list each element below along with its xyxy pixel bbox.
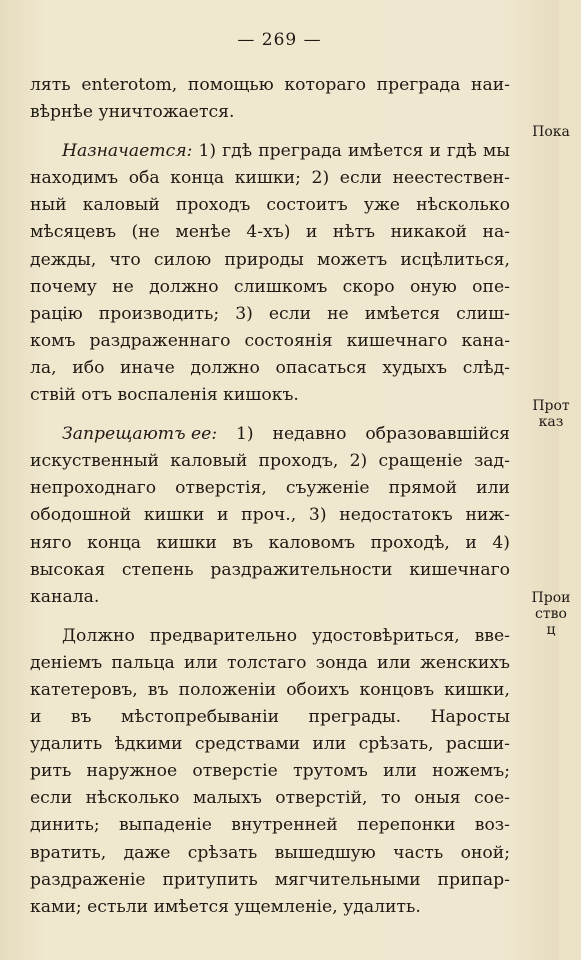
text-line: высокая степень раздражительности кишечнаго xyxy=(30,559,510,580)
text-line: Должно предварительно удостовѣриться, вве- xyxy=(62,625,510,646)
paragraph-lead: Назначается: xyxy=(62,141,193,162)
text-line: катетеровъ, въ положеніи обоихъ концовъ кишки, xyxy=(30,679,510,700)
text-line: раздраженіе притупить мягчительными припар- xyxy=(30,869,510,890)
text-line: удалить ѣдкими средствами или срѣзать, расши- xyxy=(30,734,510,755)
body-text xyxy=(30,72,510,921)
text-line: находимъ оба конца кишки; 2) если неестествен- xyxy=(30,168,510,189)
page-number: — 269 — xyxy=(237,30,322,50)
margin-note-1: Пока xyxy=(532,124,570,140)
text-line: динить; выпаденіе внутренней перепонки воз- xyxy=(30,815,510,836)
text-line: почему не должно слишкомъ скоро оную опе- xyxy=(30,276,510,297)
paragraph-lead: Запрещаютъ ее: xyxy=(62,424,218,445)
text-line: Назначается: 1) гдѣ преграда имѣется и гдѣ мы xyxy=(30,138,510,165)
margin-note-2: Прот каз xyxy=(532,398,570,430)
text-line: непроходнаго отверстія, съуженіе прямой или xyxy=(30,478,510,499)
text-line: мѣсяцевъ (не менѣе 4-хъ) и нѣтъ никакой на- xyxy=(30,222,510,243)
margin-note-3: Прои ство ц xyxy=(531,590,571,638)
text-line: ствій отъ воспаленія кишокъ. xyxy=(30,385,299,406)
text-line: если нѣсколько малыхъ отверстій, то оныя сое- xyxy=(30,788,510,809)
text-line: вратить, даже срѣзать вышедшую часть оной; xyxy=(30,842,510,863)
text-line: рить наружное отверстіе трутомъ или ножемъ; xyxy=(30,761,510,782)
text-line: няго конца кишки въ каловомъ проходѣ, и 4) xyxy=(30,532,510,553)
paragraph-3 xyxy=(30,421,510,611)
text-line: ками; естьли имѣется ущемленіе, удалить. xyxy=(30,896,421,917)
text-line: деніемъ пальца или толстаго зонда или женскихъ xyxy=(30,652,510,673)
paragraph-4 xyxy=(30,623,510,921)
paragraph-1 xyxy=(30,72,510,126)
text-line: рацію производить; 3) если не имѣется слиш- xyxy=(30,303,510,324)
text-line: ный каловый проходъ состоитъ уже нѣсколько xyxy=(30,195,510,216)
text-line: комъ раздраженнаго состоянія кишечнаго кана- xyxy=(30,330,510,351)
text-line: и въ мѣстопребываніи преграды. Наросты xyxy=(30,707,510,728)
text-line: лять enterotom, помощью котораго преграда наи- xyxy=(30,75,510,95)
text-line: искуственный каловый проходъ, 2) сращеніе зад- xyxy=(30,451,510,472)
text-line: вѣрнѣе уничтожается. xyxy=(30,102,235,123)
text-line: ободошной кишки и проч., 3) недостатокъ ниж- xyxy=(30,505,510,526)
text-line: ла, ибо иначе должно опасаться худыхъ слѣд- xyxy=(30,357,510,378)
paragraph-2 xyxy=(30,138,510,409)
text-line: канала. xyxy=(30,586,100,607)
text-line: Запрещаютъ ее: 1) недавно образовавшійся xyxy=(30,421,510,448)
text-line: дежды, что силою природы можетъ исцѣлиться, xyxy=(30,249,510,270)
